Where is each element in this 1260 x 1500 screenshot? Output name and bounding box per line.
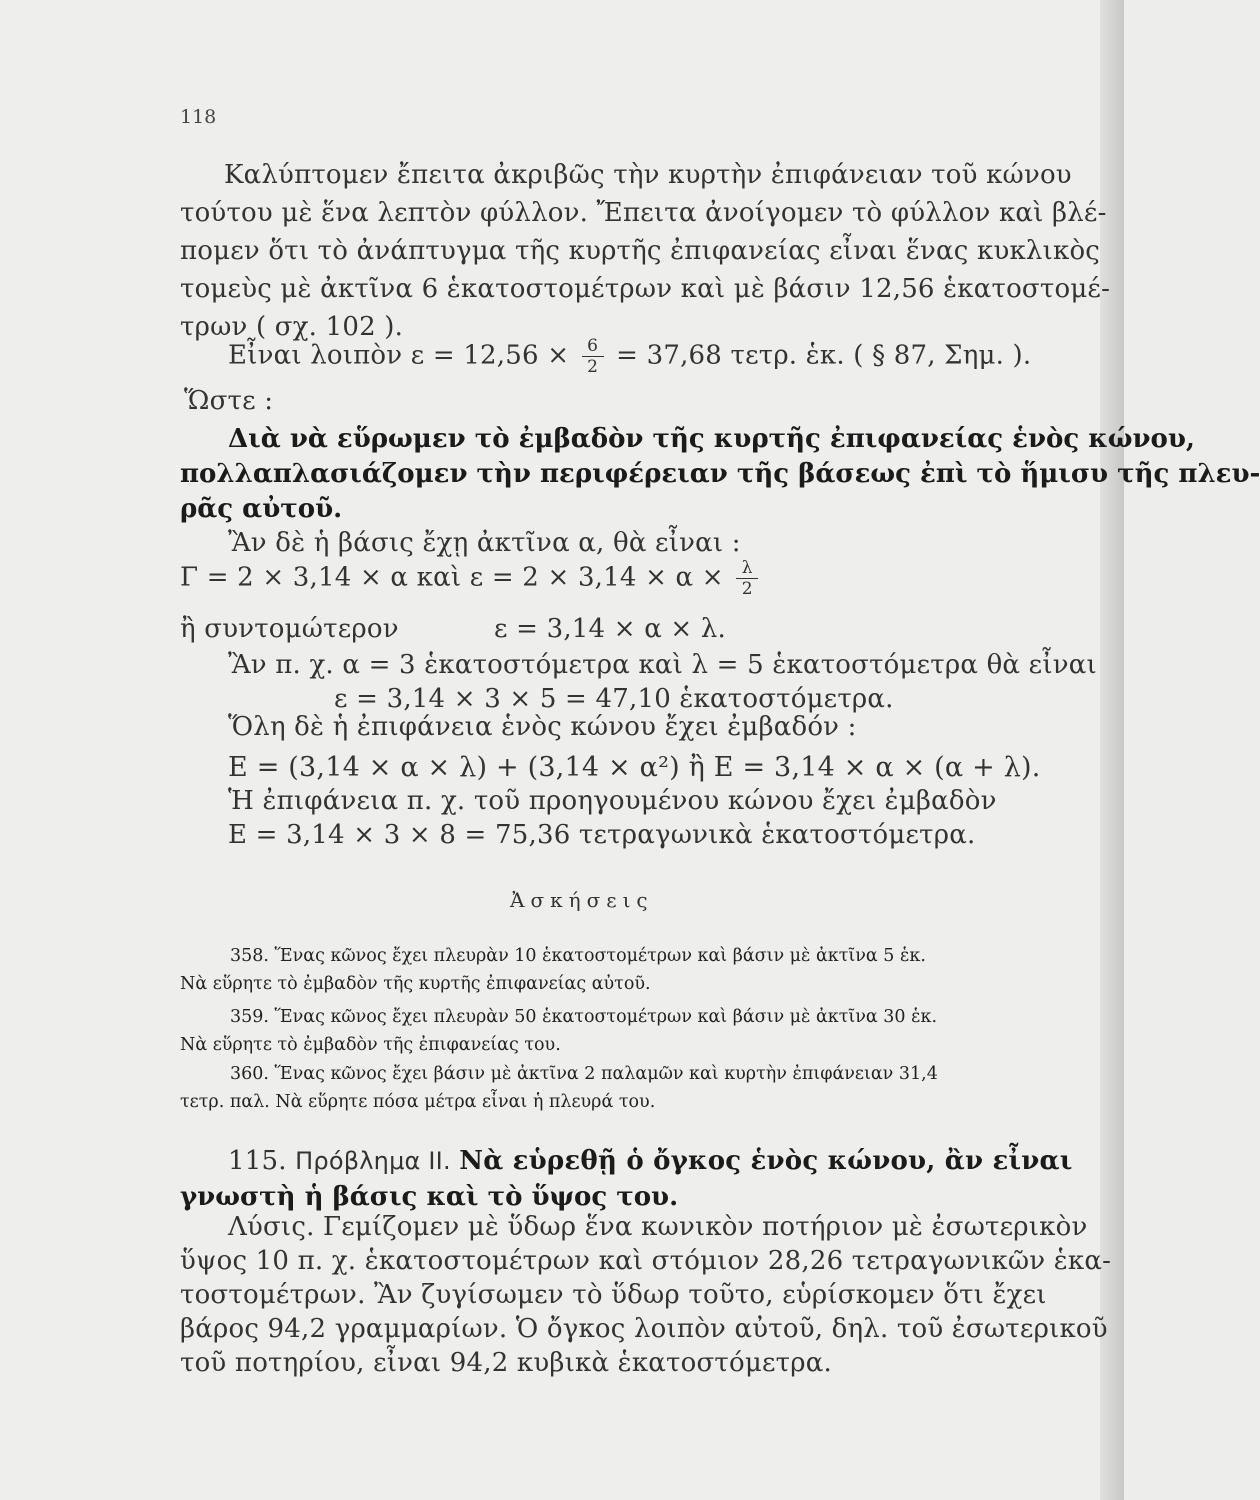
problem-number: 115. xyxy=(228,1146,287,1176)
hence-label: Ὥστε : xyxy=(184,386,274,416)
solution-line5: τοῦ ποτηρίου, εἶναι 94,2 κυβικὰ ἑκατοστόμετρα. xyxy=(180,1348,832,1378)
shorter-label: ἢ συντομώτερον xyxy=(180,614,399,644)
exercise-358-line2: Νὰ εὕρητε τὸ ἐμβαδὸν τῆς κυρτῆς ἐπιφανείας αὐτοῦ. xyxy=(180,974,651,994)
solution-line3: τοστομέτρων. Ἂν ζυγίσωμεν τὸ ὕδωρ τοῦτο, εὑρίσκομεν ὅτι ἔχει xyxy=(180,1280,1047,1310)
shorter-formula: ε = 3,14 × α × λ. xyxy=(494,614,727,644)
example-result: ε = 3,14 × 3 × 5 = 47,10 ἑκατοστόμετρα. xyxy=(334,684,894,714)
page-number: 118 xyxy=(180,106,217,128)
formula-area-left: Εἶναι λοιπὸν ε = 12,56 × xyxy=(228,340,570,371)
solution-line1: Λύσις. Γεμίζομεν μὲ ὕδωρ ἕνα κωνικὸν ποτήριον μὲ ἐσωτερικὸν xyxy=(228,1212,1088,1242)
formula-area xyxy=(228,336,1031,377)
rule-line2: πολλαπλασιάζομεν τὴν περιφέρειαν τῆς βάσεως ἐπὶ τὸ ἥμισυ τῆς πλευ- xyxy=(180,459,1260,489)
exercise-360-line2: τετρ. παλ. Νὰ εὕρητε πόσα μέτρα εἶναι ἡ πλευρά του. xyxy=(180,1092,656,1112)
para1-line5: τρων ( σχ. 102 ). xyxy=(180,312,404,342)
if-radius-line: Ἂν δὲ ἡ βάσις ἔχῃ ἀκτῖνα α, θὰ εἶναι : xyxy=(228,528,741,558)
exercises-heading: Ἀσκήσεις xyxy=(510,888,654,912)
previous-cone-formula: Ε = 3,14 × 3 × 8 = 75,36 τετραγωνικὰ ἑκατοστόμετρα. xyxy=(228,820,976,850)
problem-label: Πρόβλημα ΙΙ. xyxy=(295,1147,451,1175)
problem-title-line1: Νὰ εὑρεθῇ ὁ ὄγκος ἑνὸς κώνου, ἂν εἶναι xyxy=(459,1146,1073,1176)
example-line: Ἂν π. χ. α = 3 ἑκατοστόμετρα καὶ λ = 5 ἑκατοστόμετρα θὰ εἶναι xyxy=(228,650,1097,680)
para1-line1: Καλύπτομεν ἔπειτα ἀκριβῶς τὴν κυρτὴν ἐπιφάνειαν τοῦ κώνου xyxy=(224,160,1072,190)
rule-line3: ρᾶς αὐτοῦ. xyxy=(180,494,343,524)
total-surface-formula: Ε = (3,14 × α × λ) + (3,14 × α²) ἢ Ε = 3,14 × α × (α + λ). xyxy=(228,752,1041,783)
exercise-359-line1: 359. Ἕνας κῶνος ἔχει πλευρὰν 50 ἑκατοστομέτρων καὶ βάσιν μὲ ἀκτῖνα 30 ἑκ. xyxy=(230,1007,938,1027)
fraction-numerator: λ xyxy=(741,558,753,578)
previous-cone-line: Ἡ ἐπιφάνεια π. χ. τοῦ προηγουμένου κώνου ἔχει ἐμβαδὸν xyxy=(228,786,997,816)
circumference-formula-left: Γ = 2 × 3,14 × α καὶ ε = 2 × 3,14 × α × xyxy=(180,562,724,593)
problem-title-line2: γνωστὴ ἡ βάσις καὶ τὸ ὕψος του. xyxy=(180,1182,679,1212)
exercise-359-line2: Νὰ εὕρητε τὸ ἐμβαδὸν τῆς ἐπιφανείας του. xyxy=(180,1035,561,1055)
para1-line4: τομεὺς μὲ ἀκτῖνα 6 ἑκατοστομέτρων καὶ μὲ βάσιν 12,56 ἑκατοστομέ- xyxy=(180,274,1111,304)
exercise-358-line1: 358. Ἕνας κῶνος ἔχει πλευρὰν 10 ἑκατοστομέτρων καὶ βάσιν μὲ ἀκτῖνα 5 ἑκ. xyxy=(230,946,926,966)
problem-heading xyxy=(228,1146,1072,1176)
fraction-numerator: 6 xyxy=(587,336,599,356)
fraction-denominator: 2 xyxy=(587,357,599,377)
fraction-denominator: 2 xyxy=(741,579,753,599)
total-surface-line: Ὅλη δὲ ἡ ἐπιφάνεια ἑνὸς κώνου ἔχει ἐμβαδόν : xyxy=(228,712,857,742)
rule-line1: Διὰ νὰ εὕρωμεν τὸ ἐμβαδὸν τῆς κυρτῆς ἐπιφανείας ἑνὸς κώνου, xyxy=(228,424,1195,454)
circumference-formula xyxy=(180,558,762,599)
para1-line3: πομεν ὅτι τὸ ἀνάπτυγμα τῆς κυρτῆς ἐπιφανείας εἶναι ἕνας κυκλικὸς xyxy=(180,236,1101,266)
solution-line4: βάρος 94,2 γραμμαρίων. Ὁ ὄγκος λοιπὸν αὐτοῦ, δηλ. τοῦ ἐσωτερικοῦ xyxy=(180,1314,1108,1344)
exercise-360-line1: 360. Ἕνας κῶνος ἔχει βάσιν μὲ ἀκτῖνα 2 παλαμῶν καὶ κυρτὴν ἐπιφάνειαν 31,4 xyxy=(230,1064,938,1084)
fraction-lambda-2 xyxy=(736,558,758,599)
solution-line2: ὕψος 10 π. χ. ἑκατοστομέτρων καὶ στόμιον 28,26 τετραγωνικῶν ἑκα- xyxy=(180,1246,1112,1276)
formula-area-right: = 37,68 τετρ. ἑκ. ( § 87, Σημ. ). xyxy=(616,340,1032,371)
para1-line2: τούτου μὲ ἕνα λεπτὸν φύλλον. Ἔπειτα ἀνοίγομεν τὸ φύλλον καὶ βλέ- xyxy=(180,198,1107,228)
fraction-6-2 xyxy=(582,336,604,377)
